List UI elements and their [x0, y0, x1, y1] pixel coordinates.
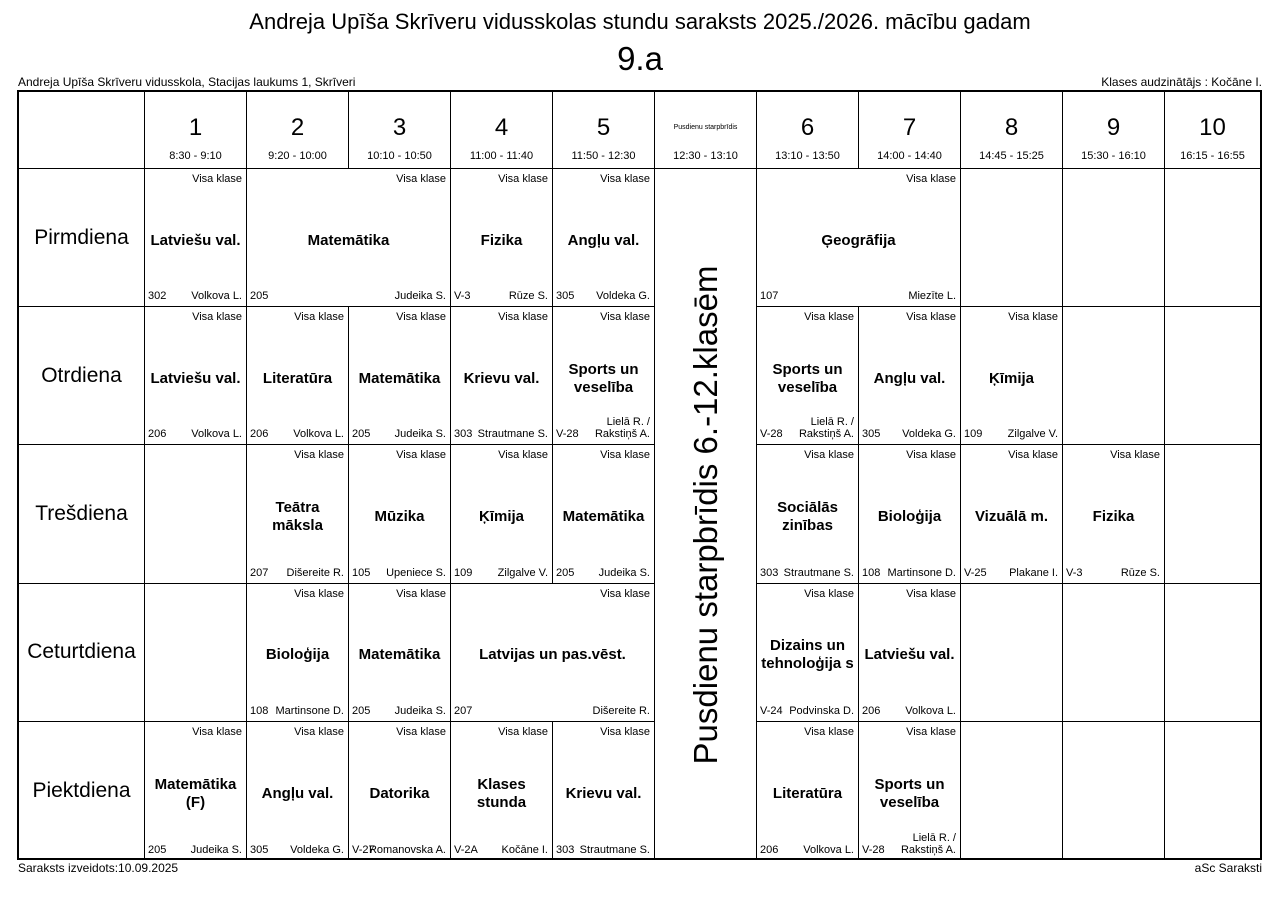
period-header-3	[349, 92, 451, 169]
lesson-group: Visa klase	[906, 725, 956, 738]
lesson-teacher: Judeika S.	[394, 290, 446, 303]
period-time: 14:00 - 14:40	[877, 150, 942, 162]
lesson-room: V-2A	[454, 843, 478, 856]
lesson-teacher: Upeniece S.	[386, 566, 446, 579]
lesson-subject: Bioloģija	[877, 507, 942, 525]
lesson-subject: Sociālās zinības	[777, 498, 838, 534]
lesson-group: Visa klase	[294, 449, 344, 462]
lesson-group: Visa klase	[1008, 449, 1058, 462]
lesson-room: V-28	[760, 428, 783, 441]
lesson-subject: Dizains un tehnoloģija s	[761, 637, 854, 673]
lesson-subject: Matemātika	[358, 646, 441, 664]
lesson-subject: Angļu val.	[261, 784, 334, 802]
lesson-group: Visa klase	[600, 587, 650, 600]
lesson-cell[interactable]	[451, 307, 553, 445]
lesson-subject: Vizuālā m.	[974, 507, 1049, 525]
period-number: 4	[494, 114, 509, 141]
lesson-teacher: Volkova L.	[905, 704, 956, 717]
lesson-room: V-3	[1066, 566, 1083, 579]
lesson-room: 205	[556, 566, 575, 579]
empty-slot	[145, 445, 247, 583]
lesson-group: Visa klase	[1008, 311, 1058, 324]
lesson-subject: Latviešu val.	[150, 369, 241, 387]
lesson-cell[interactable]	[451, 169, 553, 307]
lesson-teacher: Dišereite R.	[286, 566, 344, 579]
lesson-teacher: Martinsone D.	[275, 704, 344, 717]
lesson-cell[interactable]	[247, 307, 349, 445]
lesson-cell[interactable]	[553, 307, 655, 445]
school-address: Andreja Upīša Skrīveru vidusskola, Stacijas laukums 1, Skrīveri	[18, 75, 356, 89]
lesson-room: 205	[352, 428, 371, 441]
lesson-teacher: Volkova L.	[803, 843, 854, 856]
lesson-teacher: Rūze S.	[1120, 566, 1160, 579]
lesson-room: V-28	[862, 843, 885, 856]
lesson-cell[interactable]	[451, 445, 553, 583]
empty-slot	[1165, 445, 1260, 583]
lesson-group: Visa klase	[906, 449, 956, 462]
lesson-subject: Latvijas un pas.vēst.	[479, 646, 626, 664]
lesson-subject: Matemātika	[307, 231, 390, 249]
lesson-subject: Sports un veselība	[568, 360, 639, 396]
period-number: 10	[1199, 114, 1226, 141]
lesson-subject: Fizika	[480, 231, 523, 249]
lesson-room: 109	[454, 566, 473, 579]
lesson-cell[interactable]	[247, 722, 349, 860]
period-header-2	[247, 92, 349, 169]
lesson-cell[interactable]	[247, 445, 349, 583]
lesson-teacher: Judeika S.	[598, 566, 650, 579]
period-number: 2	[290, 114, 305, 141]
lesson-subject: Mūzika	[374, 507, 425, 525]
lesson-room: 305	[862, 428, 881, 441]
lesson-room: 303	[556, 843, 575, 856]
lesson-group: Visa klase	[600, 311, 650, 324]
created-date: Saraksts izveidots:10.09.2025	[18, 861, 179, 875]
lesson-group: Visa klase	[600, 725, 650, 738]
lesson-group: Visa klase	[396, 725, 446, 738]
lesson-teacher: Rūze S.	[508, 290, 548, 303]
empty-slot	[1165, 307, 1260, 445]
period-time: 9:20 - 10:00	[268, 150, 327, 162]
lesson-cell[interactable]	[451, 722, 553, 860]
lesson-room: V-27	[352, 843, 375, 856]
empty-slot	[1165, 169, 1260, 307]
lesson-subject: Literatūra	[262, 369, 333, 387]
lesson-room: 207	[250, 566, 269, 579]
period-header-4	[451, 92, 553, 169]
lesson-cell[interactable]	[349, 307, 451, 445]
period-time: 15:30 - 16:10	[1081, 150, 1146, 162]
lesson-subject: Sports un veselība	[874, 775, 945, 811]
lesson-subject: Angļu val.	[567, 231, 640, 249]
lesson-room: 205	[352, 704, 371, 717]
lesson-subject: Matemātika	[562, 507, 645, 525]
lesson-teacher: Voldeka G.	[290, 843, 344, 856]
lesson-subject: Matemātika (F)	[154, 775, 237, 811]
lesson-cell[interactable]	[961, 445, 1063, 583]
lesson-subject: Bioloģija	[265, 646, 330, 664]
lesson-room: 105	[352, 566, 371, 579]
period-time: 11:50 - 12:30	[571, 150, 636, 162]
empty-slot	[1063, 307, 1165, 445]
lesson-subject: Matemātika	[358, 369, 441, 387]
lesson-teacher: Judeika S.	[394, 428, 446, 441]
empty-slot	[145, 584, 247, 722]
lesson-room: V-3	[454, 290, 471, 303]
lesson-subject: Ģeogrāfija	[821, 231, 896, 249]
lesson-cell[interactable]	[757, 445, 859, 583]
lesson-room: 107	[760, 290, 779, 303]
empty-slot	[1063, 584, 1165, 722]
lesson-cell[interactable]	[349, 584, 451, 722]
lesson-teacher: Podvinska D.	[789, 704, 854, 717]
lesson-cell[interactable]	[859, 445, 961, 583]
lesson-room: V-24	[760, 704, 783, 717]
lesson-cell[interactable]	[757, 584, 859, 722]
day-label-otrdiena: Otrdiena	[19, 307, 145, 445]
lesson-room: V-25	[964, 566, 987, 579]
period-number: 5	[596, 114, 611, 141]
period-time: 8:30 - 9:10	[169, 150, 222, 162]
lesson-cell[interactable]	[757, 169, 961, 307]
lesson-group: Visa klase	[804, 311, 854, 324]
lesson-group: Visa klase	[600, 449, 650, 462]
lesson-group: Visa klase	[1110, 449, 1160, 462]
class-name: 9.a	[617, 40, 663, 77]
lesson-group: Visa klase	[498, 725, 548, 738]
lesson-subject: Krievu val.	[463, 369, 540, 387]
lesson-subject: Teātra māksla	[272, 498, 323, 534]
lesson-cell[interactable]	[859, 307, 961, 445]
lesson-group: Visa klase	[498, 173, 548, 185]
period-header-6	[757, 92, 859, 169]
lesson-group: Visa klase	[294, 587, 344, 600]
lesson-cell[interactable]	[349, 722, 451, 860]
timetable-grid	[17, 90, 1262, 860]
empty-slot	[1063, 722, 1165, 860]
lesson-cell[interactable]	[349, 445, 451, 583]
lesson-group: Visa klase	[804, 587, 854, 600]
lesson-teacher: Miezīte L.	[908, 290, 956, 303]
lesson-room: 206	[250, 428, 269, 441]
empty-slot	[961, 722, 1063, 860]
lesson-cell[interactable]	[859, 722, 961, 860]
empty-slot	[1165, 722, 1260, 860]
lesson-teacher: Voldeka G.	[902, 428, 956, 441]
lesson-room: 206	[148, 428, 167, 441]
lesson-teacher: Dišereite R.	[592, 704, 650, 717]
lesson-teacher: Romanovska A.	[368, 843, 446, 856]
lesson-teacher: Volkova L.	[293, 428, 344, 441]
page-title: Andreja Upīša Skrīveru vidusskolas stundu saraksts 2025./2026. mācību gadam	[249, 9, 1031, 34]
period-time: 13:10 - 13:50	[775, 150, 840, 162]
lesson-subject: Fizika	[1092, 507, 1135, 525]
lesson-group: Visa klase	[294, 311, 344, 324]
lesson-cell[interactable]	[859, 584, 961, 722]
lesson-group: Visa klase	[192, 311, 242, 324]
lesson-room: 108	[250, 704, 269, 717]
period-time: 12:30 - 13:10	[673, 150, 738, 162]
lesson-cell[interactable]	[247, 584, 349, 722]
lesson-room: 109	[964, 428, 983, 441]
lesson-subject: Latviešu val.	[864, 646, 955, 664]
lesson-group: Visa klase	[498, 311, 548, 324]
lesson-room: 305	[250, 843, 269, 856]
lesson-room: 108	[862, 566, 881, 579]
lesson-cell[interactable]	[145, 169, 247, 307]
lesson-subject: Latviešu val.	[150, 231, 241, 249]
period-header-10	[1165, 92, 1260, 169]
period-number: 9	[1106, 114, 1121, 141]
empty-slot	[1165, 584, 1260, 722]
period-number: 6	[800, 114, 815, 141]
lesson-room: 206	[760, 843, 779, 856]
lesson-subject: Angļu val.	[873, 369, 946, 387]
lesson-room: 305	[556, 290, 575, 303]
lesson-room: 207	[454, 704, 473, 717]
lesson-subject: Krievu val.	[565, 784, 642, 802]
day-label-ceturtdiena: Ceturtdiena	[19, 584, 145, 722]
lesson-teacher: Lielā R. / Rakstiņš A.	[900, 831, 956, 856]
period-number: 1	[188, 114, 203, 141]
period-number: 3	[392, 114, 407, 141]
empty-slot	[961, 169, 1063, 307]
period-time: 16:15 - 16:55	[1180, 150, 1245, 162]
lesson-teacher: Volkova L.	[191, 290, 242, 303]
lesson-teacher: Zilgalve V.	[497, 566, 548, 579]
lesson-teacher: Strautmane S.	[783, 566, 854, 579]
lunch-break-label: Pusdienu starpbrīdis 6.-12.klasēm	[686, 265, 724, 764]
class-teacher: Klases audzinātājs : Kočāne I.	[1101, 75, 1262, 89]
software-name: aSc Saraksti	[1194, 861, 1262, 875]
lesson-subject: Sports un veselība	[772, 360, 843, 396]
empty-slot	[1063, 169, 1165, 307]
lesson-subject: Ķīmija	[478, 507, 524, 525]
break-header-label: Pusdienu starpbrīdis	[673, 124, 738, 131]
lesson-subject: Literatūra	[772, 784, 843, 802]
day-label-pirmdiena: Pirmdiena	[19, 169, 145, 307]
lesson-room: 206	[862, 704, 881, 717]
period-number: 8	[1004, 114, 1019, 141]
lesson-cell[interactable]	[553, 169, 655, 307]
lesson-teacher: Zilgalve V.	[1007, 428, 1058, 441]
lesson-teacher: Judeika S.	[394, 704, 446, 717]
period-time: 11:00 - 11:40	[469, 150, 534, 162]
lesson-teacher: Martinsone D.	[887, 566, 956, 579]
lesson-teacher: Judeika S.	[190, 843, 242, 856]
period-header-1	[145, 92, 247, 169]
empty-slot	[961, 584, 1063, 722]
lesson-room: 205	[250, 290, 269, 303]
lesson-group: Visa klase	[498, 449, 548, 462]
lesson-group: Visa klase	[192, 725, 242, 738]
lesson-cell[interactable]	[553, 445, 655, 583]
lesson-cell[interactable]	[553, 722, 655, 860]
period-time: 14:45 - 15:25	[979, 150, 1044, 162]
period-header-break	[655, 92, 757, 169]
lesson-teacher: Strautmane S.	[477, 428, 548, 441]
lesson-cell[interactable]	[145, 722, 247, 860]
lesson-cell[interactable]	[757, 722, 859, 860]
lesson-group: Visa klase	[906, 173, 956, 185]
lesson-teacher: Volkova L.	[191, 428, 242, 441]
period-time: 10:10 - 10:50	[367, 150, 432, 162]
lesson-group: Visa klase	[906, 311, 956, 324]
lesson-room: 303	[454, 428, 473, 441]
lesson-teacher: Lielā R. / Rakstiņš A.	[798, 416, 854, 441]
lesson-group: Visa klase	[396, 311, 446, 324]
lesson-subject: Ķīmija	[988, 369, 1034, 387]
lesson-teacher: Voldeka G.	[596, 290, 650, 303]
lesson-cell[interactable]	[247, 169, 451, 307]
lesson-teacher: Plakane I.	[1009, 566, 1058, 579]
day-label-trešdiena: Trešdiena	[19, 445, 145, 583]
period-header-5	[553, 92, 655, 169]
period-number: 7	[902, 114, 917, 141]
lesson-group: Visa klase	[804, 449, 854, 462]
period-header-8	[961, 92, 1063, 169]
lunch-break-column	[655, 169, 757, 860]
lesson-group: Visa klase	[600, 173, 650, 185]
period-header-7	[859, 92, 961, 169]
lesson-group: Visa klase	[396, 173, 446, 185]
lesson-cell[interactable]	[1063, 445, 1165, 583]
lesson-group: Visa klase	[396, 587, 446, 600]
lesson-subject: Klases stunda	[476, 775, 527, 811]
lesson-teacher: Strautmane S.	[579, 843, 650, 856]
lesson-teacher: Lielā R. / Rakstiņš A.	[594, 416, 650, 441]
lesson-cell[interactable]	[961, 307, 1063, 445]
lesson-room: V-28	[556, 428, 579, 441]
lesson-room: 205	[148, 843, 167, 856]
lesson-room: 302	[148, 290, 167, 303]
lesson-cell[interactable]	[451, 584, 655, 722]
lesson-cell[interactable]	[757, 307, 859, 445]
lesson-group: Visa klase	[396, 449, 446, 462]
lesson-group: Visa klase	[804, 725, 854, 738]
period-header-9	[1063, 92, 1165, 169]
lesson-group: Visa klase	[294, 725, 344, 738]
lesson-group: Visa klase	[906, 587, 956, 600]
lesson-group: Visa klase	[192, 173, 242, 185]
lesson-cell[interactable]	[145, 307, 247, 445]
lesson-teacher: Kočāne I.	[501, 843, 548, 856]
lesson-subject: Datorika	[369, 784, 430, 802]
day-label-piektdiena: Piektdiena	[19, 722, 145, 860]
lesson-room: 303	[760, 566, 779, 579]
corner-cell	[19, 92, 145, 169]
